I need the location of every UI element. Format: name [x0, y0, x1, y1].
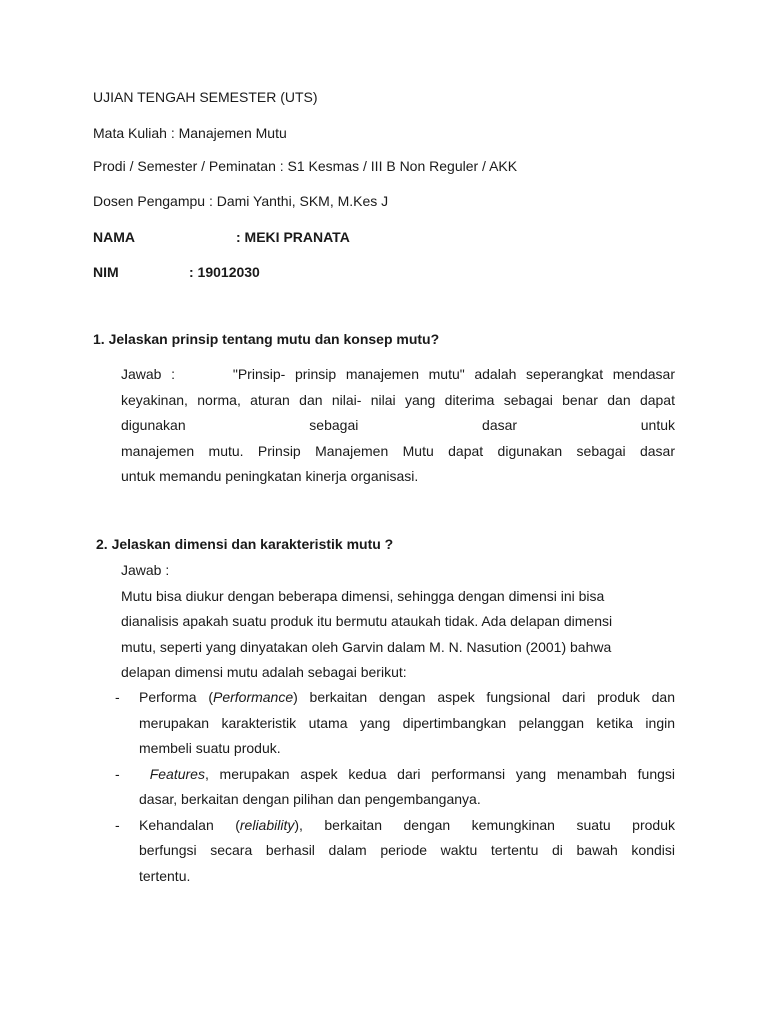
list-item-lead: Kehandalan ( [139, 816, 240, 833]
question-2: 2. Jelaskan dimensi dan karakteristik mutu ? [96, 536, 394, 552]
answer-2-label: Jawab : [121, 562, 170, 578]
course-line: Mata Kuliah : Manajemen Mutu [93, 125, 287, 141]
list-item-term: reliability [239, 816, 295, 833]
list-item-line: tertentu. [139, 867, 191, 884]
answer-1-line: untuk memandu peningkatan kinerja organisasi. [121, 468, 419, 484]
answer-2-line: dianalisis apakah suatu produk itu bermutu ataukah tidak. Ada delapan dimensi [121, 613, 613, 629]
answer-1-line: Jawab : "Prinsip- prinsip manajemen mutu" adalah seperangkat mendasar [121, 366, 675, 382]
list-item-rest: ) berkaitan dengan aspek fungsional dari produk dan [293, 689, 675, 705]
program-line: Prodi / Semester / Peminatan : S1 Kesmas / III B Non Reguler / AKK [93, 158, 518, 174]
list-dash: - [115, 816, 120, 833]
answer-1-line: digunakan sebagai dasar untuk [121, 417, 675, 433]
list-item-term: Features [149, 765, 205, 782]
nim-value: : 19012030 [189, 264, 260, 280]
list-item-line: dasar, berkaitan dengan pilihan dan pengembanganya. [139, 791, 481, 807]
student-nim-row [93, 263, 260, 281]
answer-1-line: keyakinan, norma, aturan dan nilai- nilai yang diterima sebagai benar dan dapat [121, 391, 675, 408]
student-name-row [93, 228, 350, 246]
dimension-list [115, 685, 675, 889]
lecturer-line: Dosen Pengampu : Dami Yanthi, SKM, M.Kes J [93, 193, 389, 209]
answer-2-line: Mutu bisa diukur dengan beberapa dimensi, sehingga dengan dimensi ini bisa [121, 587, 605, 604]
answer-2-intro [121, 558, 675, 686]
exam-title: UJIAN TENGAH SEMESTER (UTS) [93, 89, 318, 105]
list-item-term: Performance [212, 689, 294, 705]
answer-1 [121, 362, 675, 490]
list-item [115, 762, 675, 813]
list-item-line: membeli suatu produk. [139, 740, 281, 756]
list-item-lead: Performa ( [139, 689, 213, 705]
list-item-line: berfungsi secara berhasil dalam periode waktu tertentu di bawah kondisi [139, 842, 675, 858]
answer-1-line: manajemen mutu. Prinsip Manajemen Mutu dapat digunakan sebagai dasar [121, 442, 675, 459]
answer-2-line: delapan dimensi mutu adalah sebagai berikut: [121, 664, 407, 680]
answer-2-line: mutu, seperti yang dinyatakan oleh Garvin dalam M. N. Nasution (2001) bahwa [121, 638, 612, 655]
name-value: : MEKI PRANATA [236, 229, 350, 245]
question-1: 1. Jelaskan prinsip tentang mutu dan konsep mutu? [93, 331, 440, 347]
nim-label: NIM [93, 264, 119, 280]
list-item-line: merupakan karakteristik utama yang dipertimbangkan pelanggan ketika ingin [139, 714, 675, 731]
list-dash: - [115, 689, 120, 705]
list-item [115, 813, 675, 890]
list-item [115, 685, 675, 762]
list-item-rest: ), berkaitan dengan kemungkinan suatu produk [294, 816, 675, 833]
name-label: NAMA [93, 229, 135, 245]
list-dash: - [115, 765, 120, 782]
list-item-rest: , merupakan aspek kedua dari performansi yang menambah fungsi [204, 765, 675, 782]
list-item-lead [139, 766, 150, 782]
